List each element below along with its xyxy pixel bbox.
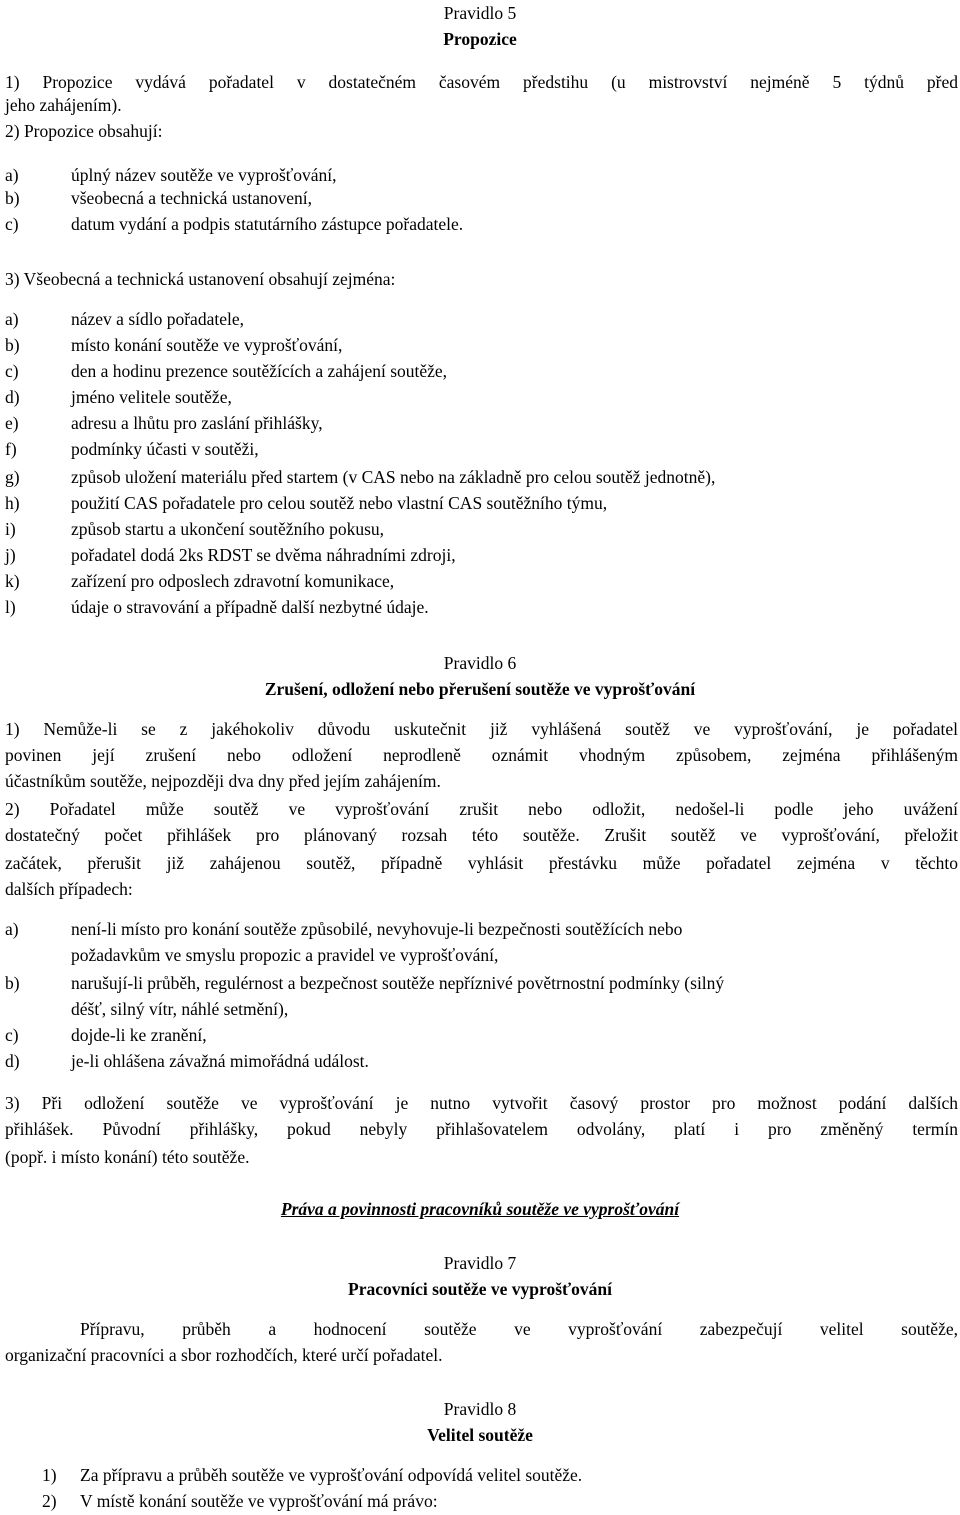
rule-8-title: Velitel soutěže bbox=[427, 1425, 533, 1445]
list-item bbox=[42, 1464, 583, 1486]
section-heading: Práva a povinnosti pracovníků soutěže ve vyprošťování bbox=[280, 1199, 680, 1219]
rule-6-paragraph-2-line-1: 2) Pořadatel může soutěž ve vyprošťování zrušit nebo odložit, nedošel-li podle jeho uvážení bbox=[5, 799, 958, 819]
list-text: úplný název soutěže ve vyprošťování, bbox=[71, 165, 337, 185]
list-marker: k) bbox=[5, 571, 20, 591]
list-marker: d) bbox=[5, 387, 20, 407]
list-text: jméno velitele soutěže, bbox=[71, 387, 232, 407]
list-text: název a sídlo pořadatele, bbox=[71, 309, 244, 329]
list-text: narušují-li průběh, regulérnost a bezpečnost soutěže nepříznivé povětrnostní podmínky (silný bbox=[71, 973, 725, 993]
list-text: adresu a lhůtu pro zaslání přihlášky, bbox=[71, 413, 323, 433]
list-item bbox=[5, 492, 608, 514]
list-text: údaje o stravování a případně další nezbytné údaje. bbox=[71, 597, 429, 617]
rule-6-paragraph-2-line-3: začátek, přerušit již zahájenou soutěž, případně vyhlásit přestávku může pořadatel zejména v těchto bbox=[5, 853, 958, 873]
rule-5-paragraph-1-line-1: 1) Propozice vydává pořadatel v dostatečném časovém předstihu (u mistrovství nejméně 5 týdnů před bbox=[5, 72, 958, 92]
rule-6-paragraph-3-line-2: přihlášek. Původní přihlášky, pokud nebyly přihlašovatelem odvolány, platí i pro změněný termín bbox=[5, 1119, 958, 1139]
list-text: datum vydání a podpis statutárního zástupce pořadatele. bbox=[71, 214, 464, 234]
rule-8-heading: Pravidlo 8 bbox=[443, 1399, 517, 1419]
rule-6-heading: Pravidlo 6 bbox=[443, 653, 517, 673]
list-text: den a hodinu prezence soutěžících a zahájení soutěže, bbox=[71, 361, 448, 381]
list-item bbox=[5, 438, 259, 460]
list-item bbox=[5, 386, 232, 408]
list-text: zařízení pro odposlech zdravotní komunikace, bbox=[71, 571, 395, 591]
list-text: V místě konání soutěže ve vyprošťování má právo: bbox=[80, 1491, 438, 1511]
list-text: je-li ohlášena závažná mimořádná událost. bbox=[71, 1051, 369, 1071]
list-item bbox=[5, 1024, 207, 1046]
list-item bbox=[5, 412, 323, 434]
rule-7-paragraph-line-1: Přípravu, průběh a hodnocení soutěže ve vyprošťování zabezpečují velitel soutěže, bbox=[80, 1319, 958, 1339]
rule-6-paragraph-1-line-2: povinen její zrušení nebo odložení neprodleně oznámit vhodným způsobem, zejména přihlášeným bbox=[5, 745, 958, 765]
list-marker: g) bbox=[5, 467, 20, 487]
list-marker: j) bbox=[5, 545, 16, 565]
list-item bbox=[5, 570, 395, 592]
list-marker: l) bbox=[5, 597, 16, 617]
list-marker: a) bbox=[5, 919, 19, 939]
list-text: všeobecná a technická ustanovení, bbox=[71, 188, 313, 208]
list-text: způsob uložení materiálu před startem (v CAS nebo na základně pro celou soutěž jednotně), bbox=[71, 467, 716, 487]
rule-6-paragraph-3-line-1: 3) Při odložení soutěže ve vyprošťování je nutno vytvořit časový prostor pro možnost podání dalších bbox=[5, 1093, 958, 1113]
list-text: dojde-li ke zranění, bbox=[71, 1025, 207, 1045]
rule-6-paragraph-2-line-4: dalších případech: bbox=[5, 879, 133, 899]
list-marker: b) bbox=[5, 335, 20, 355]
list-item bbox=[5, 518, 385, 540]
list-marker: a) bbox=[5, 165, 19, 185]
rule-7-paragraph-line-2: organizační pracovníci a sbor rozhodčích, které určí pořadatel. bbox=[5, 1345, 443, 1365]
list-marker: b) bbox=[5, 973, 20, 993]
list-item bbox=[5, 334, 343, 356]
rule-6-paragraph-1-line-3: účastníkům soutěže, nejpozději dva dny před jejím zahájením. bbox=[5, 771, 441, 791]
list-item bbox=[5, 544, 456, 566]
list-marker: c) bbox=[5, 214, 19, 234]
list-item-continuation: déšť, silný vítr, náhlé setmění), bbox=[71, 999, 289, 1019]
list-marker: 2) bbox=[42, 1491, 57, 1511]
rule-6-paragraph-1-line-1: 1) Nemůže-li se z jakéhokoliv důvodu uskutečnit již vyhlášená soutěž ve vyprošťování, je pořadatel bbox=[5, 719, 958, 739]
list-item bbox=[5, 466, 716, 488]
rule-5-paragraph-1-line-2: jeho zahájením). bbox=[5, 95, 122, 115]
list-item bbox=[5, 164, 337, 186]
list-item bbox=[5, 1050, 369, 1072]
list-text: není-li místo pro konání soutěže způsobilé, nevyhovuje-li bezpečnosti soutěžících nebo bbox=[71, 919, 683, 939]
list-text: způsob startu a ukončení soutěžního pokusu, bbox=[71, 519, 385, 539]
rule-5-heading: Pravidlo 5 bbox=[443, 3, 517, 23]
list-marker: c) bbox=[5, 361, 19, 381]
rule-7-title: Pracovníci soutěže ve vyprošťování bbox=[348, 1279, 612, 1299]
list-marker: h) bbox=[5, 493, 20, 513]
list-item bbox=[42, 1490, 438, 1512]
rule-7-heading: Pravidlo 7 bbox=[443, 1253, 517, 1273]
list-item-continuation: požadavkům ve smyslu propozic a pravidel ve vyprošťování, bbox=[71, 945, 499, 965]
list-item bbox=[5, 213, 464, 235]
rule-6-paragraph-3-line-3: (popř. i místo konání) této soutěže. bbox=[5, 1147, 250, 1167]
rule-5-paragraph-2: 2) Propozice obsahují: bbox=[5, 121, 163, 141]
list-marker: 1) bbox=[42, 1465, 57, 1485]
list-item bbox=[5, 308, 244, 330]
list-marker: f) bbox=[5, 439, 17, 459]
list-item bbox=[5, 596, 429, 618]
list-marker: e) bbox=[5, 413, 19, 433]
list-text: místo konání soutěže ve vyprošťování, bbox=[71, 335, 343, 355]
list-text: Za přípravu a průběh soutěže ve vyprošťování odpovídá velitel soutěže. bbox=[80, 1465, 583, 1485]
list-marker: c) bbox=[5, 1025, 19, 1045]
rule-5-title: Propozice bbox=[443, 29, 517, 49]
list-item bbox=[5, 187, 313, 209]
list-item bbox=[5, 360, 448, 382]
list-marker: i) bbox=[5, 519, 16, 539]
rule-6-paragraph-2-line-2: dostatečný počet přihlášek pro plánovaný rozsah této soutěže. Zrušit soutěž ve vyprošťování, přeložit bbox=[5, 825, 958, 845]
list-item bbox=[5, 972, 725, 994]
rule-5-paragraph-3: 3) Všeobecná a technická ustanovení obsahují zejména: bbox=[5, 269, 396, 289]
list-marker: d) bbox=[5, 1051, 20, 1071]
list-text: pořadatel dodá 2ks RDST se dvěma náhradními zdroji, bbox=[71, 545, 456, 565]
list-text: podmínky účasti v soutěži, bbox=[71, 439, 259, 459]
list-marker: b) bbox=[5, 188, 20, 208]
list-item bbox=[5, 918, 683, 940]
rule-6-title: Zrušení, odložení nebo přerušení soutěže ve vyprošťování bbox=[264, 679, 696, 699]
list-text: použití CAS pořadatele pro celou soutěž nebo vlastní CAS soutěžního týmu, bbox=[71, 493, 608, 513]
list-marker: a) bbox=[5, 309, 19, 329]
